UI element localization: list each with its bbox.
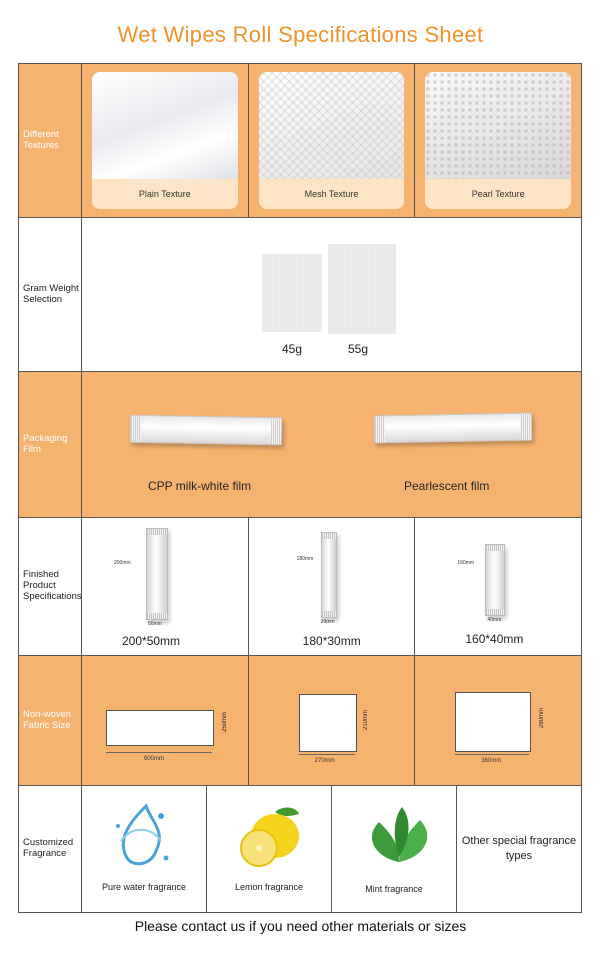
gram-cell xyxy=(82,218,581,371)
texture-card xyxy=(425,72,571,209)
gram-label: 55g xyxy=(348,342,369,356)
row-label-gram: Gram Weight Selection xyxy=(19,218,82,371)
width-dimension: 40mm xyxy=(487,617,502,623)
texture-mesh-cell xyxy=(249,64,416,217)
row-label-packaging: Packaging Film xyxy=(19,372,82,517)
row-label-fabric: Non-woven Fabric Size xyxy=(19,656,82,785)
fabric-height: 250mm xyxy=(222,712,228,733)
pearlescent-film-stick xyxy=(374,413,532,444)
packaging-label: CPP milk-white film xyxy=(148,479,252,493)
row-label-finished: Finished Product Specifications xyxy=(19,518,82,655)
water-splash-icon xyxy=(106,796,176,876)
product-stick xyxy=(485,544,505,616)
finished-cell-2 xyxy=(249,518,416,655)
cpp-film-stick xyxy=(130,415,282,446)
size-label: 180*30mm xyxy=(302,634,361,648)
fabric-width: 360mm xyxy=(481,758,502,764)
row-textures xyxy=(18,63,582,217)
texture-card xyxy=(92,72,238,209)
fabric-width: 600mm xyxy=(144,756,165,762)
product-stick xyxy=(321,532,337,618)
fabric-cell-1 xyxy=(82,656,249,785)
width-dimension: 30mm xyxy=(320,619,335,625)
gram-label: 45g xyxy=(282,342,303,356)
fabric-sheet xyxy=(106,710,214,746)
spec-sheet xyxy=(18,63,582,913)
packaging-label: Pearlescent film xyxy=(404,479,490,493)
row-packaging xyxy=(18,371,582,517)
swatch-55g xyxy=(328,244,396,334)
footer-note: Please contact us if you need other materials or sizes xyxy=(134,918,467,934)
swatch-45g xyxy=(262,254,322,332)
size-label: 200*50mm xyxy=(122,634,181,648)
texture-caption: Plain Texture xyxy=(92,179,238,209)
height-dimension: 200mm xyxy=(114,560,131,566)
size-label: 160*40mm xyxy=(465,632,524,646)
lemon-icon xyxy=(235,800,305,870)
pearl-texture-image xyxy=(425,72,571,180)
finished-cell-1 xyxy=(82,518,249,655)
texture-caption: Mesh Texture xyxy=(259,179,405,209)
fabric-cell-2 xyxy=(249,656,416,785)
height-dimension: 180mm xyxy=(296,556,314,562)
fabric-cell-3 xyxy=(415,656,581,785)
fragrance-cell-mint xyxy=(332,786,457,912)
fabric-width: 270mm xyxy=(314,758,335,764)
row-gram xyxy=(18,217,582,371)
fabric-height: 280mm xyxy=(539,708,546,729)
page-title: Wet Wipes Roll Specifications Sheet xyxy=(117,22,484,47)
width-dimension: 50mm xyxy=(148,621,162,627)
product-stick xyxy=(146,528,168,620)
texture-plain-cell xyxy=(82,64,249,217)
fragrance-cell-other xyxy=(457,786,581,912)
row-fragrance xyxy=(18,785,582,913)
texture-caption: Pearl Texture xyxy=(425,179,571,209)
fragrance-caption: Lemon fragrance xyxy=(234,882,304,892)
mesh-texture-image xyxy=(259,72,405,180)
texture-pearl-cell xyxy=(415,64,581,217)
fabric-height: 210mm xyxy=(362,710,369,731)
fragrance-cell-water xyxy=(82,786,207,912)
fragrance-caption: Pure water fragrance xyxy=(101,882,187,892)
row-label-textures: Different Textures xyxy=(19,64,82,217)
packaging-cell xyxy=(82,372,581,517)
fragrance-caption: Mint fragrance xyxy=(365,884,423,894)
fragrance-cell-lemon xyxy=(207,786,332,912)
plain-texture-image xyxy=(92,72,238,180)
row-label-fragrance: Customized Fragrance xyxy=(19,786,82,912)
height-dimension: 160mm xyxy=(457,560,475,566)
finished-cell-3 xyxy=(415,518,581,655)
row-finished xyxy=(18,517,582,655)
row-fabric xyxy=(18,655,582,785)
fabric-sheet xyxy=(455,692,531,752)
other-fragrance-text: Other special fragrance types xyxy=(461,835,577,862)
mint-leaves-icon xyxy=(354,802,444,872)
texture-card xyxy=(259,72,405,209)
fabric-sheet xyxy=(299,694,357,752)
